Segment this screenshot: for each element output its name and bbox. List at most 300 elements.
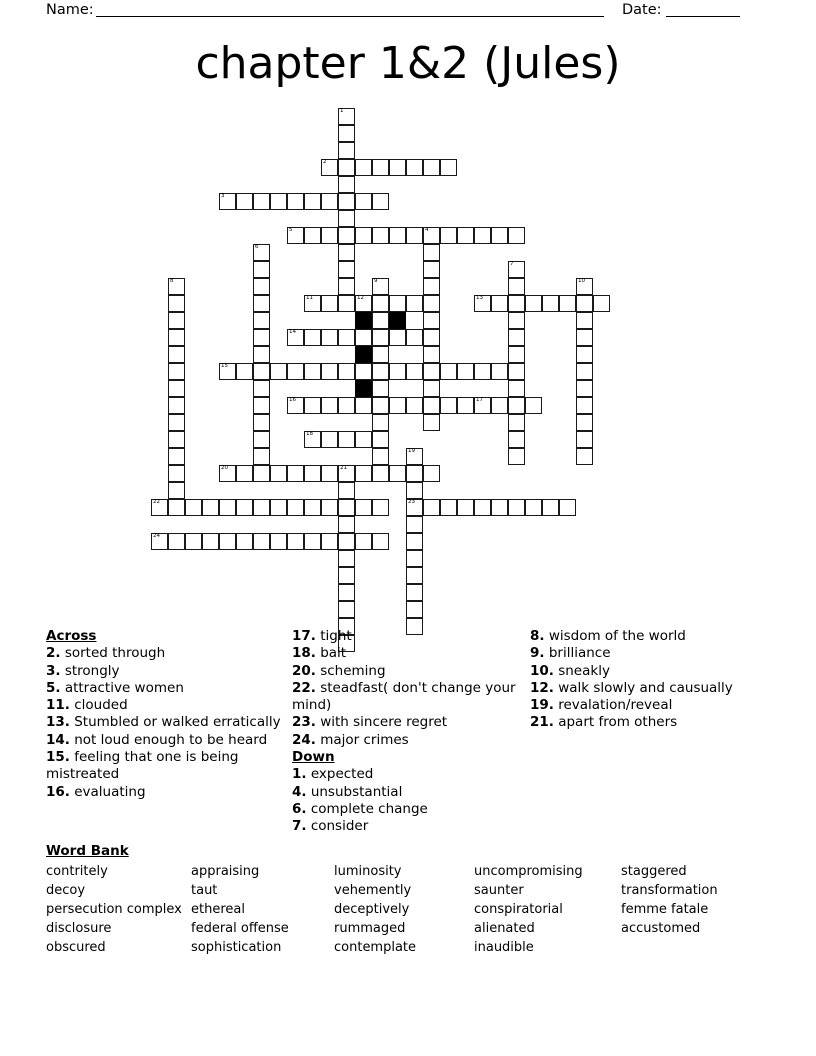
grid-cell[interactable] — [406, 567, 423, 584]
grid-cell[interactable] — [304, 397, 321, 414]
grid-cell[interactable] — [185, 533, 202, 550]
grid-cell[interactable] — [406, 363, 423, 380]
grid-cell[interactable] — [423, 295, 440, 312]
grid-cell[interactable] — [270, 499, 287, 516]
grid-cell[interactable] — [304, 465, 321, 482]
clue-number: 11. — [46, 697, 70, 714]
grid-cell-number: 1 — [340, 108, 344, 114]
grid-cell[interactable] — [253, 193, 270, 210]
grid-cell[interactable] — [576, 397, 593, 414]
grid-cell[interactable] — [372, 159, 389, 176]
grid-cell[interactable] — [270, 533, 287, 550]
grid-cell[interactable] — [338, 278, 355, 295]
clue-number: 18. — [292, 645, 316, 662]
grid-cell[interactable] — [355, 329, 372, 346]
grid-cell[interactable] — [338, 210, 355, 227]
clue-number: 17. — [292, 628, 316, 644]
grid-cell[interactable] — [457, 227, 474, 244]
grid-cell[interactable] — [168, 499, 185, 516]
clue-item — [292, 645, 524, 662]
grid-cell[interactable] — [321, 295, 338, 312]
grid-cell[interactable] — [321, 363, 338, 380]
grid-cell[interactable] — [372, 448, 389, 465]
grid-cell[interactable] — [287, 363, 304, 380]
clue-item — [530, 628, 780, 645]
grid-cell[interactable] — [406, 159, 423, 176]
grid-cell[interactable] — [423, 414, 440, 431]
word-bank-word: alienated — [474, 921, 535, 936]
grid-cell[interactable] — [508, 312, 525, 329]
clue-number: 8. — [530, 628, 545, 644]
word-bank-word: federal offense — [191, 921, 289, 936]
grid-cell[interactable] — [423, 312, 440, 329]
grid-cell[interactable] — [168, 380, 185, 397]
clues-column-2 — [292, 628, 524, 836]
grid-cell[interactable] — [338, 550, 355, 567]
grid-cell[interactable] — [389, 465, 406, 482]
grid-cell[interactable] — [576, 312, 593, 329]
grid-cell[interactable] — [372, 312, 389, 329]
grid-cell[interactable] — [304, 363, 321, 380]
grid-cell[interactable] — [321, 499, 338, 516]
clues-section — [0, 628, 816, 843]
grid-cell[interactable] — [270, 465, 287, 482]
grid-cell[interactable] — [355, 499, 372, 516]
clue-item — [292, 732, 524, 749]
clue-item — [46, 697, 284, 714]
clue-text: brilliance — [544, 645, 611, 662]
grid-cell[interactable] — [253, 431, 270, 448]
grid-cell[interactable] — [236, 465, 253, 482]
grid-cell[interactable] — [389, 159, 406, 176]
grid-cell[interactable] — [287, 465, 304, 482]
grid-cell[interactable] — [253, 448, 270, 465]
word-bank-heading: Word Bank — [46, 843, 129, 859]
grid-cell[interactable] — [372, 414, 389, 431]
grid-cell[interactable] — [168, 329, 185, 346]
grid-cell[interactable] — [287, 227, 304, 244]
grid-cell-number: 14 — [289, 329, 296, 335]
grid-cell[interactable] — [304, 499, 321, 516]
clue-item — [292, 818, 524, 835]
grid-cell[interactable] — [168, 312, 185, 329]
grid-cell[interactable] — [338, 261, 355, 278]
word-bank-word: inaudible — [474, 940, 534, 955]
grid-cell[interactable] — [168, 397, 185, 414]
grid-cell[interactable] — [423, 244, 440, 261]
grid-cell[interactable] — [168, 465, 185, 482]
grid-cell[interactable] — [253, 533, 270, 550]
grid-cell[interactable] — [355, 193, 372, 210]
grid-cell-number: 11 — [306, 295, 313, 301]
grid-cell[interactable] — [253, 499, 270, 516]
grid-cell[interactable] — [406, 295, 423, 312]
grid-cell[interactable] — [321, 159, 338, 176]
grid-cell[interactable] — [372, 397, 389, 414]
grid-cell[interactable] — [355, 295, 372, 312]
grid-cell[interactable] — [491, 499, 508, 516]
grid-cell[interactable] — [338, 601, 355, 618]
clue-text: walk slowly and causually — [553, 679, 733, 696]
grid-cell[interactable] — [576, 278, 593, 295]
grid-cell[interactable] — [185, 499, 202, 516]
grid-cell[interactable] — [253, 295, 270, 312]
grid-cell[interactable] — [168, 482, 185, 499]
word-bank-word: rummaged — [334, 921, 406, 936]
grid-cell[interactable] — [219, 363, 236, 380]
grid-cell[interactable] — [338, 176, 355, 193]
grid-cell[interactable] — [406, 516, 423, 533]
clues-column-3 — [530, 628, 780, 732]
grid-cell[interactable] — [423, 380, 440, 397]
grid-cell[interactable] — [304, 295, 321, 312]
grid-cell[interactable] — [372, 380, 389, 397]
clue-number: 10. — [530, 662, 554, 679]
grid-cell[interactable] — [474, 363, 491, 380]
word-bank-word: persecution complex — [46, 902, 182, 917]
grid-cell[interactable] — [168, 346, 185, 363]
clue-text: complete change — [306, 800, 428, 817]
grid-cell[interactable] — [372, 465, 389, 482]
grid-cell[interactable] — [423, 499, 440, 516]
clues-column-1 — [46, 628, 284, 801]
clue-item — [46, 732, 284, 749]
grid-cell[interactable] — [406, 482, 423, 499]
grid-cell[interactable] — [508, 329, 525, 346]
grid-cell[interactable] — [423, 465, 440, 482]
grid-cell[interactable] — [253, 414, 270, 431]
grid-cell[interactable] — [338, 108, 355, 125]
across-heading: Across — [46, 628, 97, 644]
clue-item — [292, 801, 524, 818]
grid-cell[interactable] — [253, 380, 270, 397]
grid-cell[interactable] — [440, 499, 457, 516]
grid-cell[interactable] — [423, 227, 440, 244]
grid-cell[interactable] — [372, 193, 389, 210]
grid-cell[interactable] — [321, 431, 338, 448]
grid-cell[interactable] — [287, 499, 304, 516]
down-heading: Down — [292, 749, 335, 766]
grid-cell[interactable] — [270, 193, 287, 210]
grid-cell[interactable] — [576, 380, 593, 397]
grid-cell[interactable] — [219, 193, 236, 210]
grid-cell[interactable] — [321, 227, 338, 244]
grid-cell[interactable] — [321, 329, 338, 346]
grid-cell[interactable] — [508, 448, 525, 465]
grid-cell[interactable] — [338, 125, 355, 142]
grid-cell[interactable] — [355, 465, 372, 482]
clue-text: evaluating — [69, 783, 146, 800]
grid-cell-number: 7 — [510, 261, 514, 267]
grid-cell[interactable] — [253, 278, 270, 295]
grid-cell[interactable] — [406, 584, 423, 601]
grid-cell[interactable] — [508, 227, 525, 244]
clue-text: expected — [306, 766, 374, 783]
grid-cell[interactable] — [542, 499, 559, 516]
page-title: chapter 1&2 (Jules) — [195, 38, 621, 89]
grid-cell[interactable] — [338, 142, 355, 159]
grid-cell[interactable] — [423, 329, 440, 346]
name-label: Name: — [46, 2, 94, 18]
grid-cell[interactable] — [338, 193, 355, 210]
grid-cell[interactable] — [304, 227, 321, 244]
grid-cell[interactable] — [338, 329, 355, 346]
grid-cell[interactable] — [423, 261, 440, 278]
grid-cell[interactable] — [338, 397, 355, 414]
grid-cell[interactable] — [559, 499, 576, 516]
grid-cell[interactable] — [338, 499, 355, 516]
grid-cell[interactable] — [423, 397, 440, 414]
grid-cell[interactable] — [508, 380, 525, 397]
grid-cell[interactable] — [508, 414, 525, 431]
grid-cell[interactable] — [253, 397, 270, 414]
grid-cell[interactable] — [287, 533, 304, 550]
grid-cell[interactable] — [304, 329, 321, 346]
grid-cell[interactable] — [253, 312, 270, 329]
grid-cell[interactable] — [321, 193, 338, 210]
grid-cell[interactable] — [406, 227, 423, 244]
grid-cell[interactable] — [321, 397, 338, 414]
grid-cell[interactable] — [338, 567, 355, 584]
grid-cell[interactable] — [491, 397, 508, 414]
grid-cell[interactable] — [372, 278, 389, 295]
grid-cell-number: 22 — [153, 499, 160, 505]
grid-cell[interactable] — [236, 533, 253, 550]
grid-cell[interactable] — [474, 295, 491, 312]
grid-cell-number: 15 — [221, 363, 228, 369]
grid-cell[interactable] — [338, 431, 355, 448]
grid-cell[interactable] — [287, 193, 304, 210]
clue-text: bait — [315, 645, 347, 662]
grid-cell[interactable] — [474, 397, 491, 414]
grid-cell[interactable] — [406, 397, 423, 414]
grid-cell[interactable] — [372, 533, 389, 550]
grid-cell[interactable] — [236, 193, 253, 210]
grid-cell[interactable] — [508, 261, 525, 278]
grid-cell[interactable] — [457, 363, 474, 380]
grid-cell[interactable] — [355, 397, 372, 414]
grid-cell[interactable] — [287, 397, 304, 414]
clue-text: consider — [306, 818, 369, 835]
grid-cell[interactable] — [542, 295, 559, 312]
grid-cell[interactable] — [457, 397, 474, 414]
grid-cell[interactable] — [355, 159, 372, 176]
grid-cell[interactable] — [202, 499, 219, 516]
grid-cell[interactable] — [406, 448, 423, 465]
grid-cell[interactable] — [236, 363, 253, 380]
clue-number: 3. — [46, 662, 61, 679]
word-bank-word: taut — [191, 883, 218, 898]
grid-cell[interactable] — [372, 363, 389, 380]
clue-text: attractive women — [60, 679, 184, 696]
grid-cell[interactable] — [593, 295, 610, 312]
grid-cell[interactable] — [355, 431, 372, 448]
grid-cell[interactable] — [338, 516, 355, 533]
grid-cell[interactable] — [508, 397, 525, 414]
grid-cell[interactable] — [338, 465, 355, 482]
grid-cell[interactable] — [202, 533, 219, 550]
grid-cell[interactable] — [338, 244, 355, 261]
grid-cell[interactable] — [576, 448, 593, 465]
grid-cell[interactable] — [338, 295, 355, 312]
grid-cell[interactable] — [525, 397, 542, 414]
grid-cell[interactable] — [338, 533, 355, 550]
clue-text: major crimes — [315, 731, 409, 748]
grid-cell[interactable] — [389, 227, 406, 244]
grid-cell[interactable] — [576, 363, 593, 380]
grid-cell[interactable] — [440, 363, 457, 380]
grid-cell[interactable] — [338, 227, 355, 244]
grid-cell-number: 19 — [408, 448, 415, 454]
grid-cell-blocked — [355, 346, 372, 363]
grid-cell[interactable] — [236, 499, 253, 516]
grid-cell[interactable] — [423, 278, 440, 295]
grid-cell[interactable] — [491, 227, 508, 244]
grid-cell[interactable] — [253, 244, 270, 261]
grid-cell[interactable] — [525, 499, 542, 516]
grid-cell[interactable] — [406, 499, 423, 516]
grid-cell[interactable] — [508, 431, 525, 448]
grid-cell[interactable] — [576, 346, 593, 363]
grid-cell[interactable] — [457, 499, 474, 516]
grid-cell[interactable] — [389, 329, 406, 346]
grid-cell[interactable] — [389, 397, 406, 414]
grid-cell[interactable] — [372, 329, 389, 346]
grid-cell[interactable] — [270, 363, 287, 380]
grid-cell[interactable] — [355, 227, 372, 244]
grid-cell[interactable] — [576, 431, 593, 448]
grid-cell[interactable] — [559, 295, 576, 312]
clue-number: 1. — [292, 766, 307, 783]
grid-cell[interactable] — [406, 329, 423, 346]
grid-cell[interactable] — [576, 329, 593, 346]
grid-cell[interactable] — [440, 227, 457, 244]
word-bank-word: vehemently — [334, 883, 412, 898]
grid-cell[interactable] — [406, 465, 423, 482]
word-bank-word: sophistication — [191, 940, 282, 955]
word-bank-column — [191, 862, 289, 957]
grid-cell[interactable] — [508, 278, 525, 295]
grid-cell[interactable] — [168, 363, 185, 380]
grid-cell-number: 9 — [374, 278, 378, 284]
grid-cell[interactable] — [372, 295, 389, 312]
grid-cell[interactable] — [355, 363, 372, 380]
clue-number: 22. — [292, 679, 316, 696]
clue-text: unsubstantial — [306, 783, 403, 800]
grid-cell[interactable] — [440, 397, 457, 414]
grid-cell[interactable] — [168, 414, 185, 431]
grid-cell[interactable] — [389, 363, 406, 380]
grid-cell[interactable] — [406, 550, 423, 567]
word-bank-word: decoy — [46, 883, 86, 898]
grid-cell[interactable] — [372, 346, 389, 363]
grid-cell[interactable] — [372, 431, 389, 448]
grid-cell[interactable] — [491, 363, 508, 380]
grid-cell-number: 5 — [289, 227, 293, 233]
grid-cell[interactable] — [253, 261, 270, 278]
word-bank-word: ethereal — [191, 902, 245, 917]
word-bank-word: conspiratorial — [474, 902, 563, 917]
clue-number: 14. — [46, 731, 70, 748]
grid-cell[interactable] — [338, 363, 355, 380]
grid-cell[interactable] — [491, 295, 508, 312]
clue-text: tight — [315, 628, 352, 644]
grid-cell[interactable] — [372, 227, 389, 244]
clue-number: 4. — [292, 783, 307, 800]
grid-cell-number: 18 — [306, 431, 313, 437]
grid-cell[interactable] — [321, 533, 338, 550]
word-bank-section — [46, 843, 786, 962]
grid-cell[interactable] — [151, 499, 168, 516]
grid-cell[interactable] — [576, 414, 593, 431]
grid-cell[interactable] — [338, 159, 355, 176]
grid-cell[interactable] — [406, 533, 423, 550]
clue-text: clouded — [69, 697, 128, 714]
grid-cell[interactable] — [576, 295, 593, 312]
grid-cell[interactable] — [304, 193, 321, 210]
grid-cell-number: 4 — [425, 227, 429, 233]
grid-cell-number: 8 — [170, 278, 174, 284]
clue-item — [46, 663, 284, 680]
clue-item — [292, 714, 524, 731]
grid-cell[interactable] — [389, 295, 406, 312]
clue-text: apart from others — [553, 714, 678, 731]
grid-cell[interactable] — [253, 346, 270, 363]
grid-cell[interactable] — [338, 584, 355, 601]
grid-cell[interactable] — [321, 465, 338, 482]
grid-cell[interactable] — [508, 499, 525, 516]
grid-cell[interactable] — [423, 346, 440, 363]
grid-cell[interactable] — [440, 159, 457, 176]
grid-cell[interactable] — [508, 295, 525, 312]
grid-cell[interactable] — [338, 482, 355, 499]
grid-cell[interactable] — [474, 227, 491, 244]
grid-cell[interactable] — [253, 329, 270, 346]
grid-cell[interactable] — [253, 465, 270, 482]
grid-cell[interactable] — [508, 363, 525, 380]
grid-cell-blocked — [355, 312, 372, 329]
grid-cell[interactable] — [151, 533, 168, 550]
grid-cell[interactable] — [219, 533, 236, 550]
grid-cell[interactable] — [168, 448, 185, 465]
grid-cell[interactable] — [423, 159, 440, 176]
grid-cell[interactable] — [508, 346, 525, 363]
grid-cell[interactable] — [304, 533, 321, 550]
clue-item — [46, 680, 284, 697]
grid-cell-number: 12 — [357, 295, 364, 301]
grid-cell[interactable] — [168, 278, 185, 295]
grid-cell[interactable] — [168, 295, 185, 312]
grid-cell[interactable] — [525, 295, 542, 312]
grid-cell[interactable] — [253, 363, 270, 380]
grid-cell[interactable] — [423, 363, 440, 380]
grid-cell[interactable] — [372, 499, 389, 516]
clue-item — [530, 645, 780, 662]
grid-cell[interactable] — [304, 431, 321, 448]
grid-cell[interactable] — [474, 499, 491, 516]
grid-cell[interactable] — [406, 601, 423, 618]
grid-cell[interactable] — [168, 431, 185, 448]
grid-cell[interactable] — [168, 533, 185, 550]
word-bank-word: femme fatale — [621, 902, 709, 917]
grid-cell[interactable] — [219, 465, 236, 482]
grid-cell-number: 20 — [221, 465, 228, 471]
grid-cell[interactable] — [219, 499, 236, 516]
clue-text: steadfast( don't change your mind) — [292, 679, 516, 714]
clue-item — [46, 784, 284, 801]
grid-cell[interactable] — [355, 533, 372, 550]
grid-cell[interactable] — [287, 329, 304, 346]
